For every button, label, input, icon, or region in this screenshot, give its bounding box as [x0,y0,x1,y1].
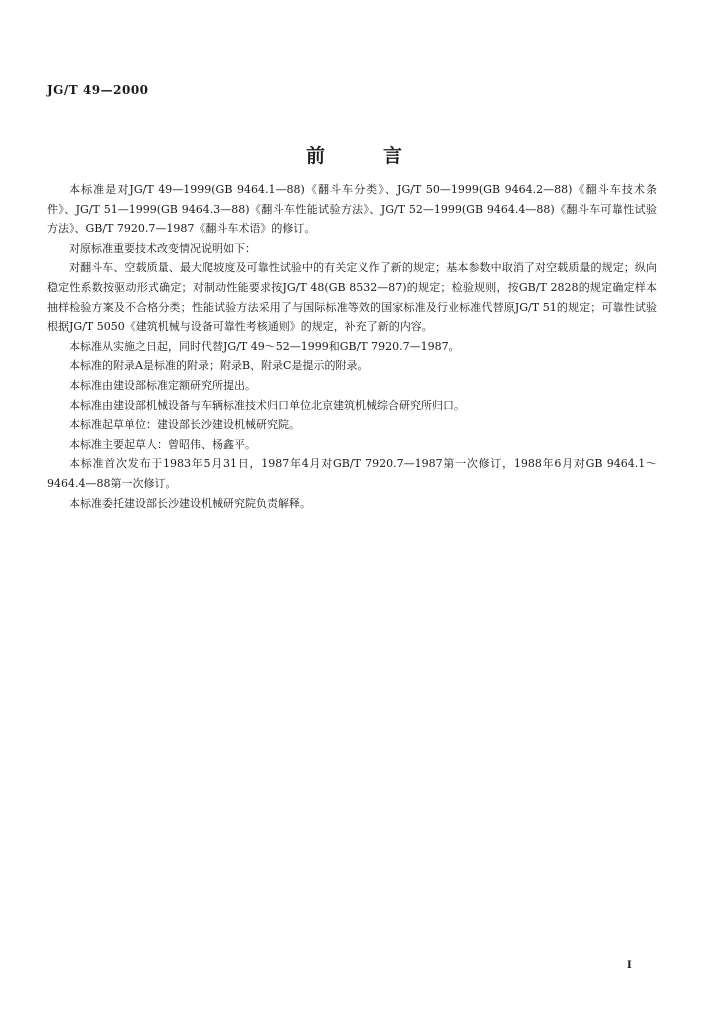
paragraph-publication-history: 本标准首次发布于1983年5月31日，1987年4月对GB/T 7920.7—1987第一次修订，1988年6月对GB 9464.1～9464.4—88第一次修订。 [47,457,657,490]
standard-code-header: JG/T 49—2000 [47,83,149,97]
foreword-body [47,180,657,513]
paragraph-interpretation: 本标准委托建设部长沙建设机械研究院负责解释。 [69,496,311,510]
title-char-2: 言 [383,145,403,167]
paragraph-appendices: 本标准的附录A是标准的附录；附录B、附录C是提示的附录。 [69,359,369,373]
paragraph-proposer: 本标准由建设部标准定额研究所提出。 [69,378,256,392]
paragraph-drafting-unit: 本标准起草单位：建设部长沙建设机械研究院。 [69,418,300,432]
paragraph-replacement: 本标准从实施之日起，同时代替JG/T 49～52—1999和GB/T 7920.7—1987。 [69,339,460,353]
paragraph-changes-intro: 对原标准重要技术改变情况说明如下： [69,241,256,255]
page-number: I [627,960,632,971]
title-char-1: 前 [305,145,325,167]
paragraph-revision-scope: 本标准是对JG/T 49—1999(GB 9464.1—88)《翻斗车分类》、JG/T 50—1999(GB 9464.2—88)《翻斗车技术条件》、JG/T 51—1999(GB 9464.3—88)《翻斗车性能试验方法》、JG/T 52—1999(GB 9464.4—88)《翻斗车可靠性试验方法》、GB/T 7920.7—1987《翻斗车术语》的修订。 [47,183,657,236]
paragraph-administrator: 本标准由建设部机械设备与车辆标准技术归口单位北京建筑机械综合研究所归口。 [69,398,465,412]
paragraph-changes-detail: 对翻斗车、空载质量、最大爬坡度及可靠性试验中的有关定义作了新的规定；基本参数中取消了对空载质量的规定；纵向稳定性系数按驱动形式确定；对制动性能要求按JG/T 48(GB 8532—87)的规定；检验规则，按GB/T 2828的规定确定样本抽样检验方案及不合格分类；性能试验方法采用了与国际标准等效的国家标准及行业标准代替原JG/T 51的规定；可靠性试验根据JG/T 5050《建筑机械与设备可靠性考核通则》的规定，补充了新的内容。 [47,261,657,334]
paragraph-drafters: 本标准主要起草人：曾昭伟、杨鑫平。 [69,437,256,451]
page-title [0,141,708,168]
